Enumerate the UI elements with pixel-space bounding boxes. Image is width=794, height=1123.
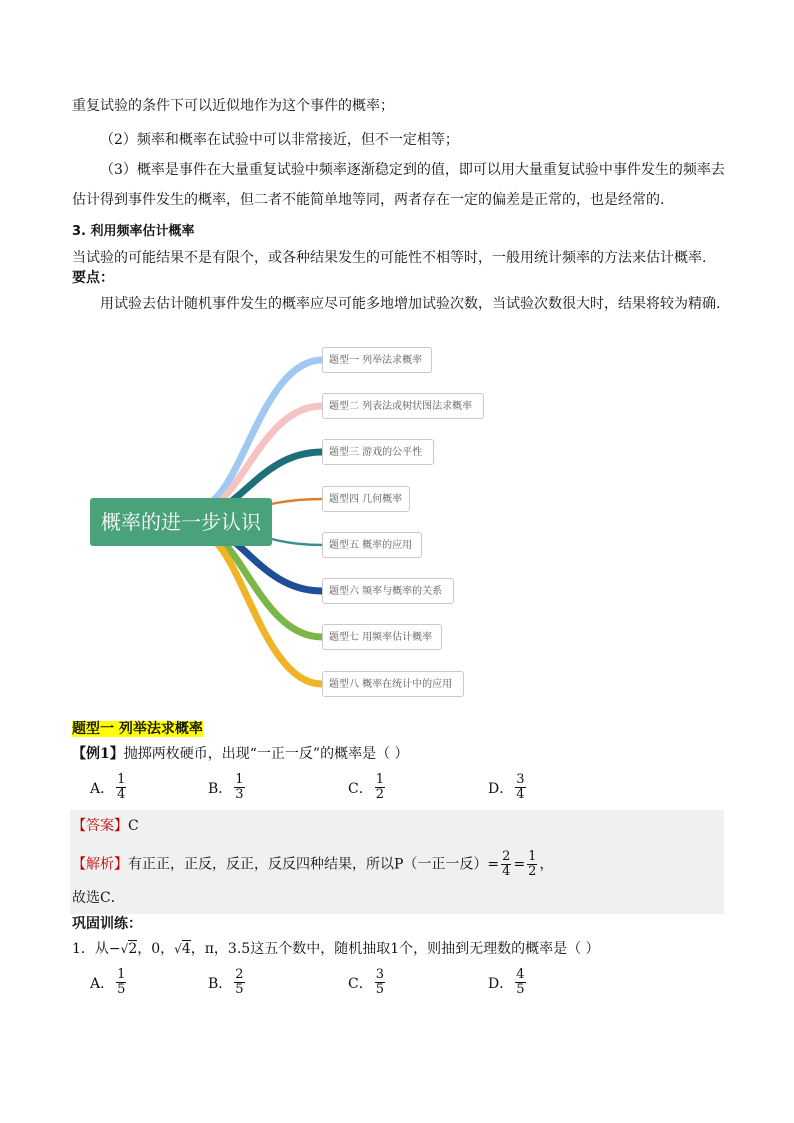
analysis-line: 【解析】有正正，正反，反正，反反四种结果，所以P（一正一反）= $\frac{2}{4}$ = $\frac{1}{2}$ ， (72, 849, 554, 879)
answer-line: 【答案】C (72, 818, 139, 834)
mindmap-branch (200, 534, 322, 684)
example-question: 【例1】抛掷两枚硬币，出现“一正一反”的概率是（ ） (72, 746, 409, 762)
option-c: C． $\frac{1}{2}$ (348, 772, 384, 802)
mindmap-node: 题型三 游戏的公平性 (322, 439, 434, 465)
mindmap-node: 题型二 列表法或树状图法求概率 (322, 393, 484, 419)
practice-question: 1．从−√2，0，√4，π，3.5这五个数中，随机抽取1个，则抽到无理数的概率是（ ） (72, 941, 600, 957)
paragraph-line: 估计得到事件发生的概率，但二者不能简单地等同，两者存在一定的偏差是正常的，也是经常的. (72, 192, 665, 208)
mindmap-node: 题型八 概率在统计中的应用 (322, 671, 464, 697)
key-label: 要点： (72, 270, 114, 286)
mindmap-node: 题型四 几何概率 (322, 486, 410, 512)
option-d: D． $\frac{4}{5}$ (488, 967, 525, 997)
mindmap-branch (200, 360, 322, 506)
paragraph-line: （2）频率和概率在试验中可以非常接近，但不一定相等； (100, 132, 459, 148)
mindmap-node: 题型一 列举法求概率 (322, 347, 432, 373)
mindmap-node: 题型七 用频率估计概率 (322, 624, 442, 650)
mindmap-node: 题型五 概率的应用 (322, 532, 422, 558)
mindmap-root: 概率的进一步认识 (90, 498, 272, 546)
section-body: 当试验的可能结果不是有限个，或各种结果发生的可能性不相等时，一般用统计频率的方法来估计概率. (72, 250, 707, 266)
paragraph-line: 重复试验的条件下可以近似地作为这个事件的概率； (72, 98, 394, 114)
option-b: B． $\frac{2}{5}$ (208, 967, 244, 997)
type-heading: 题型一 列举法求概率 (72, 721, 203, 737)
option-c: C． $\frac{3}{5}$ (348, 967, 384, 997)
option-a: A． $\frac{1}{4}$ (90, 772, 126, 802)
practice-heading: 巩固训练： (72, 916, 142, 932)
paragraph-line: （3）概率是事件在大量重复试验中频率逐渐稳定到的值，即可以用大量重复试验中事件发生的频率去 (100, 162, 725, 178)
option-b: B． $\frac{1}{3}$ (208, 772, 244, 802)
choose-line: 故选C． (72, 890, 125, 906)
section-heading: 3. 利用频率估计概率 (72, 224, 195, 239)
key-text: 用试验去估计随机事件发生的概率应尽可能多地增加试验次数，当试验次数很大时，结果将较为精确. (100, 296, 721, 312)
option-a: A． $\frac{1}{5}$ (90, 967, 126, 997)
option-d: D． $\frac{3}{4}$ (488, 772, 525, 802)
mindmap-node: 题型六 频率与概率的关系 (322, 578, 454, 604)
